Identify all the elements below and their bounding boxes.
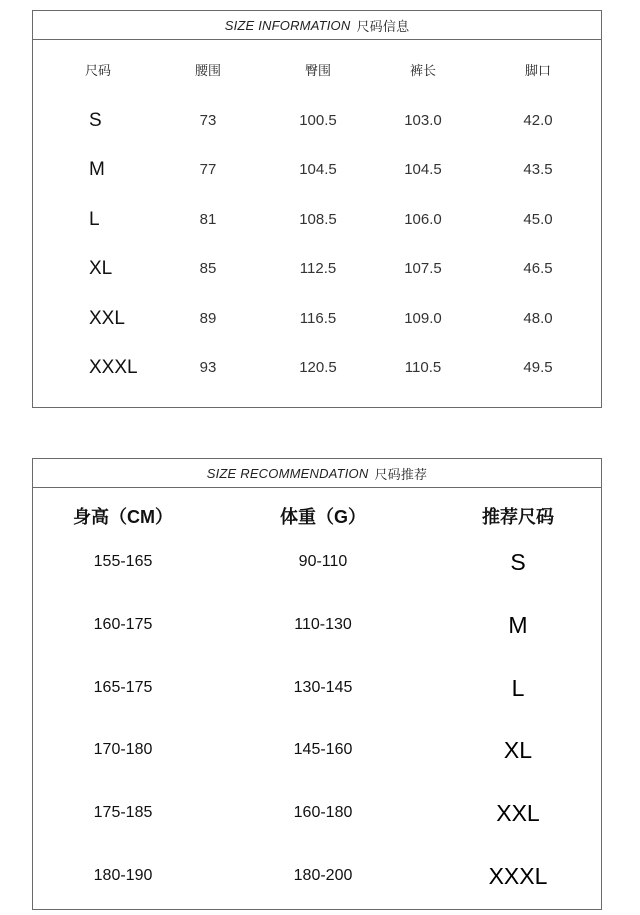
length-cell: 110.5 xyxy=(404,359,442,376)
table-row xyxy=(33,205,601,235)
table-row xyxy=(33,861,601,891)
hip-cell: 100.5 xyxy=(299,112,337,129)
recommended-size-cell: M xyxy=(508,612,528,638)
height-cell: 160-175 xyxy=(93,616,153,633)
header-height: 身高（CM） xyxy=(73,507,173,527)
weight-cell: 130-145 xyxy=(293,679,353,696)
length-cell: 104.5 xyxy=(404,161,442,178)
hip-cell: 104.5 xyxy=(299,161,337,178)
waist-cell: 77 xyxy=(199,161,217,178)
size-recommendation-title-en: SIZE RECOMMENDATION xyxy=(206,465,369,481)
header-length: 裤长 xyxy=(409,63,436,78)
size-recommendation-panel xyxy=(32,458,602,910)
hem-cell: 42.0 xyxy=(523,112,553,129)
height-cell: 155-165 xyxy=(93,553,153,570)
header-hem: 脚口 xyxy=(524,63,551,78)
size-cell: XXL xyxy=(89,308,125,329)
waist-cell: 85 xyxy=(199,260,217,277)
length-cell: 109.0 xyxy=(404,310,442,327)
header-recommended-size: 推荐尺码 xyxy=(482,507,554,527)
size-table-header xyxy=(33,56,601,86)
header-weight: 体重（G） xyxy=(279,507,366,527)
table-row xyxy=(33,673,601,703)
weight-cell: 110-130 xyxy=(294,616,352,633)
table-row xyxy=(33,610,601,640)
waist-cell: 89 xyxy=(199,310,217,327)
hem-cell: 46.5 xyxy=(523,260,553,277)
header-hip: 臀围 xyxy=(304,63,331,78)
size-information-title xyxy=(33,11,601,40)
size-cell: XL xyxy=(89,258,113,279)
weight-cell: 90-110 xyxy=(298,553,348,570)
waist-cell: 73 xyxy=(199,112,217,129)
hem-cell: 48.0 xyxy=(523,310,553,327)
height-cell: 165-175 xyxy=(93,679,153,696)
table-row xyxy=(33,155,601,185)
waist-cell: 93 xyxy=(199,359,217,376)
recommended-size-cell: XXXL xyxy=(488,863,548,889)
table-row xyxy=(33,254,601,284)
table-row xyxy=(33,353,601,383)
hip-cell: 112.5 xyxy=(299,260,337,277)
header-size: 尺码 xyxy=(84,63,111,78)
waist-cell: 81 xyxy=(199,211,217,228)
hip-cell: 116.5 xyxy=(299,310,337,327)
hem-cell: 45.0 xyxy=(523,211,553,228)
length-cell: 103.0 xyxy=(404,112,442,129)
size-information-title-cn: 尺码信息 xyxy=(356,18,410,34)
header-waist: 腰围 xyxy=(194,63,221,78)
size-cell: XXXL xyxy=(89,357,138,378)
size-information-panel xyxy=(32,10,602,408)
length-cell: 106.0 xyxy=(404,211,442,228)
size-recommendation-title xyxy=(33,459,601,488)
size-cell: S xyxy=(89,110,102,131)
table-row xyxy=(33,304,601,334)
recommended-size-cell: XXL xyxy=(496,800,540,826)
recommendation-table-header xyxy=(33,502,601,532)
weight-cell: 160-180 xyxy=(293,804,353,821)
weight-cell: 145-160 xyxy=(293,741,353,758)
hip-cell: 120.5 xyxy=(299,359,337,376)
height-cell: 170-180 xyxy=(93,741,153,758)
table-row xyxy=(33,798,601,828)
recommended-size-cell: S xyxy=(510,549,526,575)
weight-cell: 180-200 xyxy=(293,867,353,884)
recommended-size-cell: XL xyxy=(503,737,533,763)
recommended-size-cell: L xyxy=(511,675,525,701)
hem-cell: 43.5 xyxy=(523,161,553,178)
hem-cell: 49.5 xyxy=(523,359,553,376)
hip-cell: 108.5 xyxy=(299,211,337,228)
height-cell: 180-190 xyxy=(93,867,153,884)
size-recommendation-title-cn: 尺码推荐 xyxy=(374,466,428,482)
table-row xyxy=(33,735,601,765)
length-cell: 107.5 xyxy=(404,260,442,277)
table-row xyxy=(33,106,601,136)
table-row xyxy=(33,547,601,577)
size-cell: L xyxy=(89,209,100,230)
size-cell: M xyxy=(89,159,105,180)
height-cell: 175-185 xyxy=(93,804,153,821)
size-information-title-en: SIZE INFORMATION xyxy=(224,17,351,33)
